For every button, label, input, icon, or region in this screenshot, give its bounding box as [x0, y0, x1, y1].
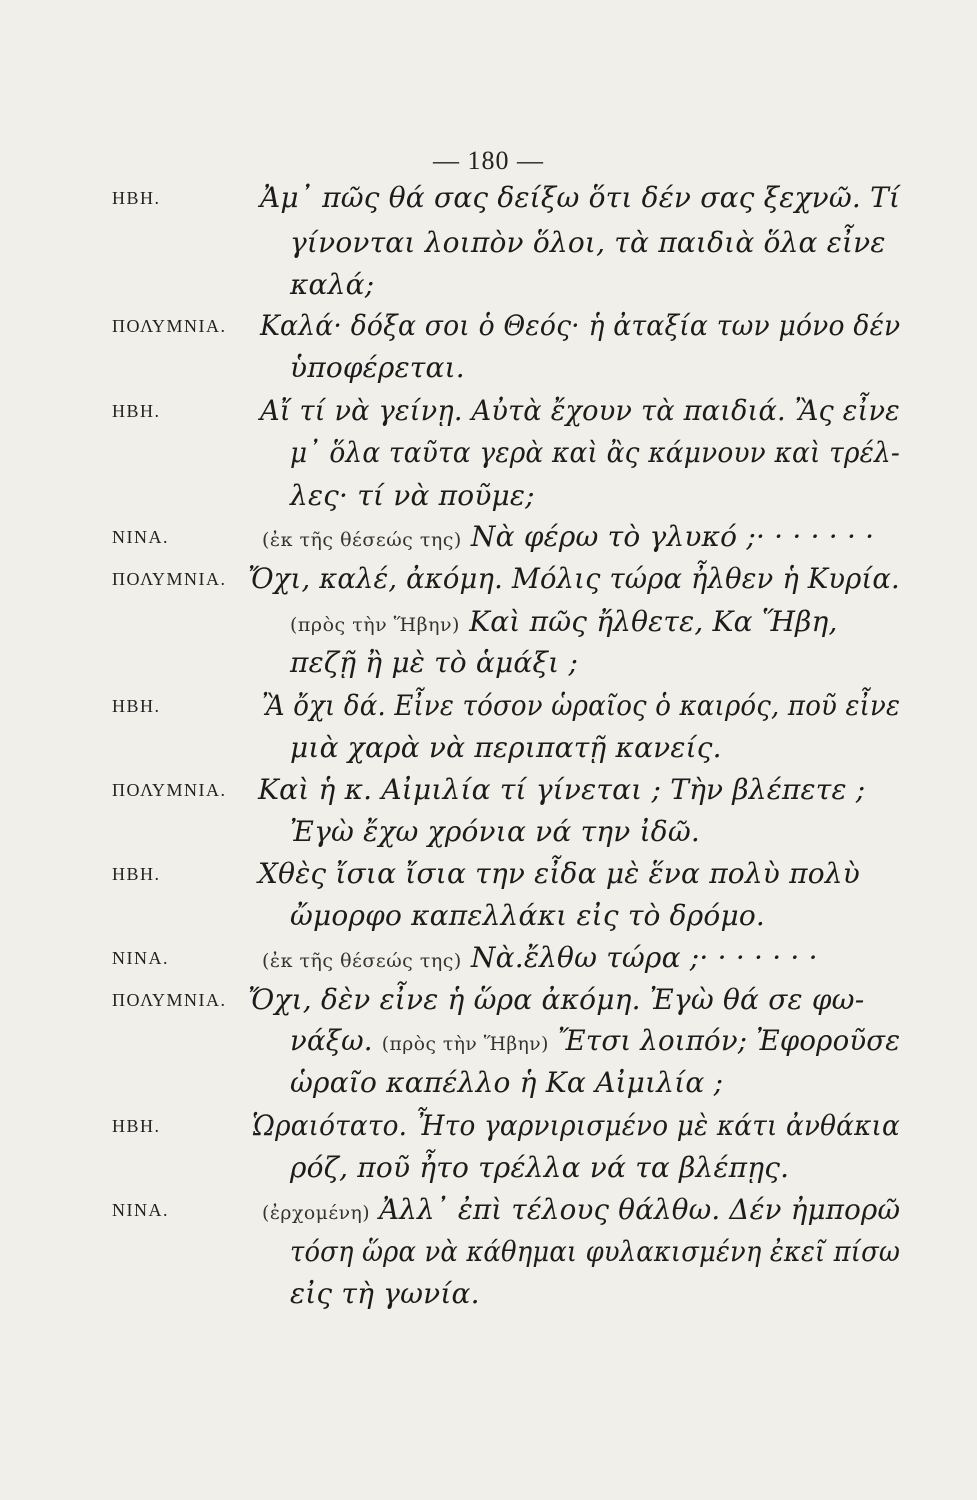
- text-line: [0, 517, 977, 557]
- text-line: [0, 265, 977, 305]
- stage-direction: (πρὸς τὴν Ἥβην): [290, 614, 460, 636]
- text-line: [0, 348, 977, 388]
- text-line: [0, 1274, 977, 1314]
- dialogue-text: Νὰ.ἔλθω τώρα ;· · · · · · ·: [461, 941, 818, 974]
- line-text: [290, 1148, 789, 1188]
- line-text: [290, 602, 838, 645]
- dialogue-text: Νὰ φέρω τὸ γλυκό ;· · · · · · ·: [461, 520, 875, 553]
- speaker-name: ΝΙΝΑ.: [112, 948, 169, 968]
- text-line: [0, 1063, 977, 1103]
- text-line: [0, 433, 977, 473]
- text-line: [0, 980, 977, 1020]
- text-line: [0, 1190, 977, 1230]
- line-text: [248, 980, 864, 1020]
- speaker-name: ΠΟΛΥΜΝΙΑ.: [112, 569, 227, 589]
- line-text: [262, 1190, 900, 1233]
- speaker-name: ΗΒΗ.: [112, 696, 161, 716]
- stage-direction: (ἐρχομένη): [262, 1202, 371, 1224]
- line-text: [262, 686, 900, 726]
- dialogue-text: μιὰ χαρὰ νὰ περιπατῇ κανείς.: [290, 731, 722, 764]
- line-text: [290, 348, 465, 388]
- line-text: [290, 265, 374, 305]
- text-line: [0, 1021, 977, 1061]
- line-text: [290, 1274, 480, 1314]
- text-line: [0, 476, 977, 516]
- text-line: [0, 1232, 977, 1272]
- speaker-name: ΝΙΝΑ.: [112, 1200, 169, 1220]
- dialogue-text: τόση ὥρα νὰ κάθημαι φυλακισμένη ἐκεῖ πίσω: [290, 1235, 901, 1268]
- page-number: — 180 —: [433, 146, 544, 175]
- dialogue-text: Ἀλλ᾽ ἐπὶ τέλους θάλθω. Δέν ἠμπορῶ: [370, 1193, 901, 1226]
- line-text: [260, 306, 900, 346]
- dialogue-text: εἰς τὴ γωνία.: [290, 1277, 480, 1310]
- line-text: [290, 1063, 723, 1103]
- dialogue-text: γίνονται λοιπὸν ὅλοι, τὰ παιδιὰ ὅλα εἶνε: [290, 226, 886, 259]
- dialogue-text: Ἔτσι λοιπόν; Ἐφοροῦσε: [548, 1024, 901, 1057]
- dialogue-text: Αἴ τί νὰ γείνῃ. Αὐτὰ ἔχουν τὰ παιδιά. Ἂς εἶνε: [260, 394, 900, 427]
- speaker-name: ΠΟΛΥΜΝΙΑ.: [112, 316, 227, 336]
- line-text: [258, 770, 865, 810]
- stage-direction: (ἐκ τῆς θέσεώς της): [262, 529, 462, 551]
- text-line: [0, 1148, 977, 1188]
- line-text: [258, 854, 860, 894]
- line-text: [290, 728, 722, 768]
- dialogue-text: πεζῇ ἢ μὲ τὸ ἁμάξι ;: [290, 646, 579, 679]
- line-text: [262, 517, 874, 560]
- stage-direction: (πρὸς τὴν Ἥβην): [381, 1033, 549, 1055]
- text-line: [0, 391, 977, 431]
- dialogue-text: ὡραῖο καπέλλο ἡ Κα Αἰμιλία ;: [290, 1066, 724, 1099]
- text-line: [0, 686, 977, 726]
- text-line: [0, 306, 977, 346]
- text-line: [0, 770, 977, 810]
- dialogue-text: Ὄχι, δὲν εἶνε ἡ ὥρα ἀκόμη. Ἐγὼ θά σε φω-: [248, 983, 865, 1016]
- dialogue-text: Καὶ ἡ κ. Αἰμιλία τί γίνεται ; Τὴν βλέπετε ;: [258, 773, 866, 806]
- dialogue-text: Καὶ πῶς ἤλθετε, Κα Ἥβη,: [459, 605, 838, 638]
- line-text: [290, 896, 765, 936]
- text-line: [0, 559, 977, 599]
- speaker-name: ΗΒΗ.: [112, 401, 161, 421]
- text-line: [0, 854, 977, 894]
- dialogue-text: Ὄχι, καλέ, ἀκόμη. Μόλις τώρα ἦλθεν ἡ Κυρία.: [248, 562, 900, 595]
- dialogue-text: Ὡραιότατο. Ἦτο γαρνιρισμένο μὲ κάτι ἀνθάκια: [252, 1109, 900, 1142]
- dialogue-text: Καλά· δόξα σοι ὁ Θεός· ἡ ἀταξία των μόνο δέν: [260, 309, 901, 342]
- line-text: [290, 1021, 900, 1064]
- line-text: [290, 812, 700, 852]
- text-line: [0, 643, 977, 683]
- dialogue-text: ρόζ, ποῦ ἦτο τρέλλα νά τα βλέπῃς.: [290, 1151, 790, 1184]
- speaker-name: ΗΒΗ.: [112, 1116, 161, 1136]
- speaker-name: ΠΟΛΥΜΝΙΑ.: [112, 780, 227, 800]
- line-text: [290, 1232, 900, 1272]
- text-line: [0, 223, 977, 263]
- text-line: [0, 728, 977, 768]
- dialogue-text: Ἂ ὄχι δά. Εἶνε τόσον ὡραῖος ὁ καιρός, ποῦ εἶνε: [262, 689, 901, 722]
- line-text: [252, 1106, 900, 1146]
- line-text: [290, 643, 578, 683]
- speaker-name: ΗΒΗ.: [112, 188, 161, 208]
- line-text: [290, 433, 900, 473]
- speaker-name: ΗΒΗ.: [112, 864, 161, 884]
- line-text: [290, 476, 535, 516]
- line-text: [260, 391, 900, 431]
- dialogue-text: Ἀμ᾽ πῶς θά σας δείξω ὅτι δέν σας ξεχνῶ. Τί: [260, 181, 901, 214]
- line-text: [260, 178, 900, 218]
- dialogue-text: ὑποφέρεται.: [290, 351, 465, 384]
- dialogue-text: λες· τί νὰ ποῦμε;: [290, 479, 535, 512]
- text-line: [0, 178, 977, 218]
- stage-direction: (ἐκ τῆς θέσεώς της): [262, 950, 462, 972]
- text-line: [0, 602, 977, 642]
- text-line: [0, 1106, 977, 1146]
- dialogue-text: Ἐγὼ ἔχω χρόνια νά την ἰδῶ.: [290, 815, 700, 848]
- line-text: [248, 559, 900, 599]
- dialogue-text: νάξω.: [290, 1024, 382, 1057]
- line-text: [290, 223, 886, 263]
- text-line: [0, 938, 977, 978]
- speaker-name: ΠΟΛΥΜΝΙΑ.: [112, 990, 227, 1010]
- dialogue-text: καλά;: [290, 268, 375, 301]
- dialogue-text: ὤμορφο καπελλάκι εἰς τὸ δρόμο.: [290, 899, 766, 932]
- dialogue-text: Χθὲς ἴσια ἴσια την εἶδα μὲ ἕνα πολὺ πολὺ: [258, 857, 860, 890]
- text-line: [0, 896, 977, 936]
- text-line: [0, 812, 977, 852]
- line-text: [262, 938, 818, 981]
- dialogue-text: μ᾽ ὅλα ταῦτα γερὰ καὶ ἂς κάμνουν καὶ τρέλ-: [290, 436, 901, 469]
- speaker-name: ΝΙΝΑ.: [112, 527, 169, 547]
